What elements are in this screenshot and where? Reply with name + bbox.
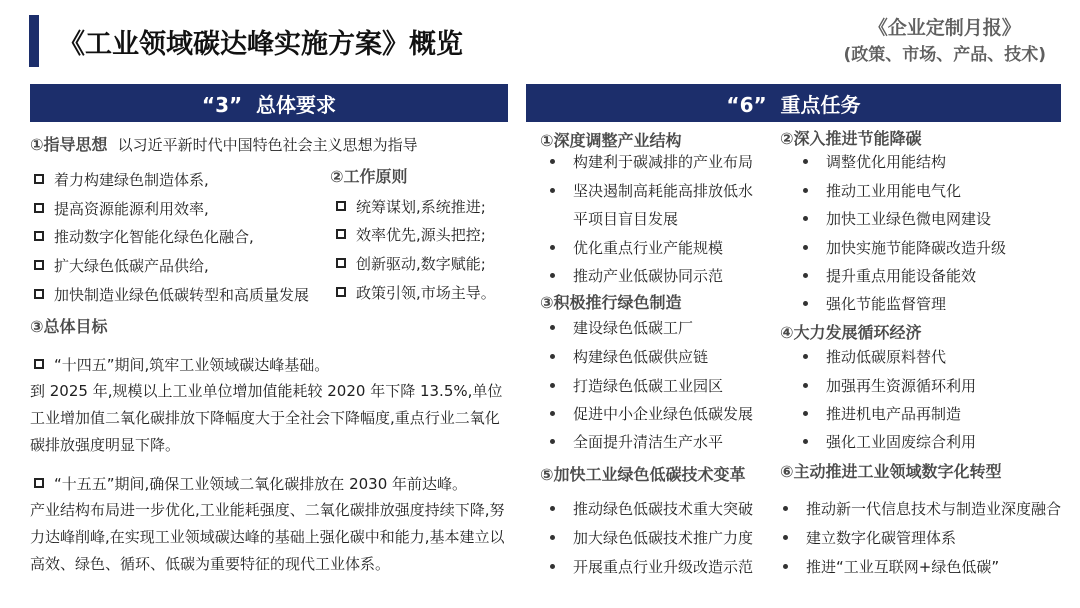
title-accent-bar [29,15,39,67]
dot-bullet-icon [550,325,555,330]
dot-bullet-icon [803,245,808,250]
goal-1-body: 到 2025 年,规模以上工业单位增加值能耗较 2020 年下降 13.5%,单位工业增加值二氧化碳排放下降幅度大于全社会下降幅度,重点行业二氧化碳排放强度明显下降。 [30,382,503,454]
list-item: 优化重点行业产能规模 [550,238,723,258]
list-item: 强化节能监督管理 [803,294,946,314]
dot-bullet-icon [803,273,808,278]
list-item: 开展重点行业升级改造示范 [550,557,753,577]
square-bullet-icon [336,201,346,211]
list-item: 打造绿色低碳工业园区 [550,376,723,396]
guiding-heading: ①指导思想 [30,135,108,154]
goal-1-head: “十四五”期间,筑牢工业领域碳达峰基础。 [34,355,329,375]
list-item-continued: 平项目盲目发展 [573,210,679,228]
dot-bullet-icon [783,564,788,569]
guiding-text: 以习近平新时代中国特色社会主义思想为指导 [117,136,418,154]
list-item: 加快制造业绿色低碳转型和高质量发展 [34,285,309,305]
list-item: 推动数字化智能化绿色化融合, [34,227,254,247]
dot-bullet-icon [803,439,808,444]
dot-bullet-icon [550,535,555,540]
right-section-banner: “6” 重点任务 [526,84,1061,122]
guiding-row [30,135,418,155]
task-4-heading: ④大力发展循环经济 [780,323,922,342]
list-item: 调整优化用能结构 [803,152,946,172]
list-item: 推动绿色低碳技术重大突破 [550,499,753,519]
task-2-heading: ②深入推进节能降碳 [780,129,922,148]
list-item: 着力构建绿色制造体系, [34,170,209,190]
dot-bullet-icon [803,216,808,221]
dot-bullet-icon [550,506,555,511]
principles-heading: ②工作原则 [330,167,408,186]
list-item: 强化工业固废综合利用 [803,432,976,452]
list-item: 推动产业低碳协同示范 [550,266,723,286]
task-5-heading: ⑤加快工业绿色低碳技术变革 [540,465,746,484]
goals-heading: ③总体目标 [30,317,108,336]
square-bullet-icon [34,231,44,241]
dot-bullet-icon [550,564,555,569]
dot-bullet-icon [550,411,555,416]
dot-bullet-icon [550,439,555,444]
list-item: 推进“工业互联网+绿色低碳” [783,557,999,577]
list-item: 促进中小企业绿色低碳发展 [550,404,753,424]
dot-bullet-icon [550,245,555,250]
left-section-banner: “3” 总体要求 [30,84,508,122]
square-bullet-icon [34,174,44,184]
square-bullet-icon [34,289,44,299]
list-item: 扩大绿色低碳产品供给, [34,256,209,276]
list-item: 提高资源能源利用效率, [34,199,209,219]
list-item: 坚决遏制高耗能高排放低水 [550,181,753,201]
task-3-heading: ③积极推行绿色制造 [540,293,682,312]
report-name: 《企业定制月报》 [868,17,1021,39]
list-item: 提升重点用能设备能效 [803,266,976,286]
square-bullet-icon [34,478,44,488]
list-item: 建立数字化碳管理体系 [783,528,956,548]
dot-bullet-icon [550,354,555,359]
list-item: 推动新一代信息技术与制造业深度融合 [783,499,1061,519]
dot-bullet-icon [783,506,788,511]
list-item: 加强再生资源循环利用 [803,376,976,396]
list-item: 全面提升清洁生产水平 [550,432,723,452]
list-item: 推动低碳原料替代 [803,347,946,367]
dot-bullet-icon [550,273,555,278]
square-bullet-icon [34,260,44,270]
list-item: 构建利于碳减排的产业布局 [550,152,753,172]
report-scope: (政策、市场、产品、技术) [843,45,1046,65]
dot-bullet-icon [550,159,555,164]
square-bullet-icon [336,287,346,297]
task-6-heading: ⑥主动推进工业领域数字化转型 [780,462,1002,481]
dot-bullet-icon [803,301,808,306]
dot-bullet-icon [550,188,555,193]
dot-bullet-icon [783,535,788,540]
dot-bullet-icon [803,188,808,193]
dot-bullet-icon [803,383,808,388]
dot-bullet-icon [550,383,555,388]
list-item: 统筹谋划,系统推进; [336,197,486,217]
dot-bullet-icon [803,354,808,359]
list-item: 构建绿色低碳供应链 [550,347,708,367]
square-bullet-icon [336,258,346,268]
page-title: 《工业领域碳达峰实施方案》概览 [58,29,463,60]
dot-bullet-icon [803,159,808,164]
task-1-heading: ①深度调整产业结构 [540,131,682,150]
list-item: 推动工业用能电气化 [803,181,961,201]
list-item: 效率优先,源头把控; [336,225,486,245]
list-item: 创新驱动,数字赋能; [336,254,486,274]
dot-bullet-icon [803,411,808,416]
square-bullet-icon [336,229,346,239]
list-item: 加快工业绿色微电网建设 [803,209,991,229]
list-item: 建设绿色低碳工厂 [550,318,693,338]
list-item: 政策引领,市场主导。 [336,283,496,303]
list-item: 加快实施节能降碳改造升级 [803,238,1006,258]
square-bullet-icon [34,203,44,213]
report-label [843,14,1046,68]
goal-2-body: 产业结构布局进一步优化,工业能耗强度、二氧化碳排放强度持续下降,努力达峰削峰,在实现工业领域碳达峰的基础上强化碳中和能力,基本建立以高效、绿色、循环、低碳为重要特征的现代工业体系。 [30,501,505,573]
list-item: 推进机电产品再制造 [803,404,961,424]
square-bullet-icon [34,359,44,369]
goal-2-head: “十五五”期间,确保工业领域二氧化碳排放在 2030 年前达峰。 [34,474,467,494]
list-item: 加大绿色低碳技术推广力度 [550,528,753,548]
